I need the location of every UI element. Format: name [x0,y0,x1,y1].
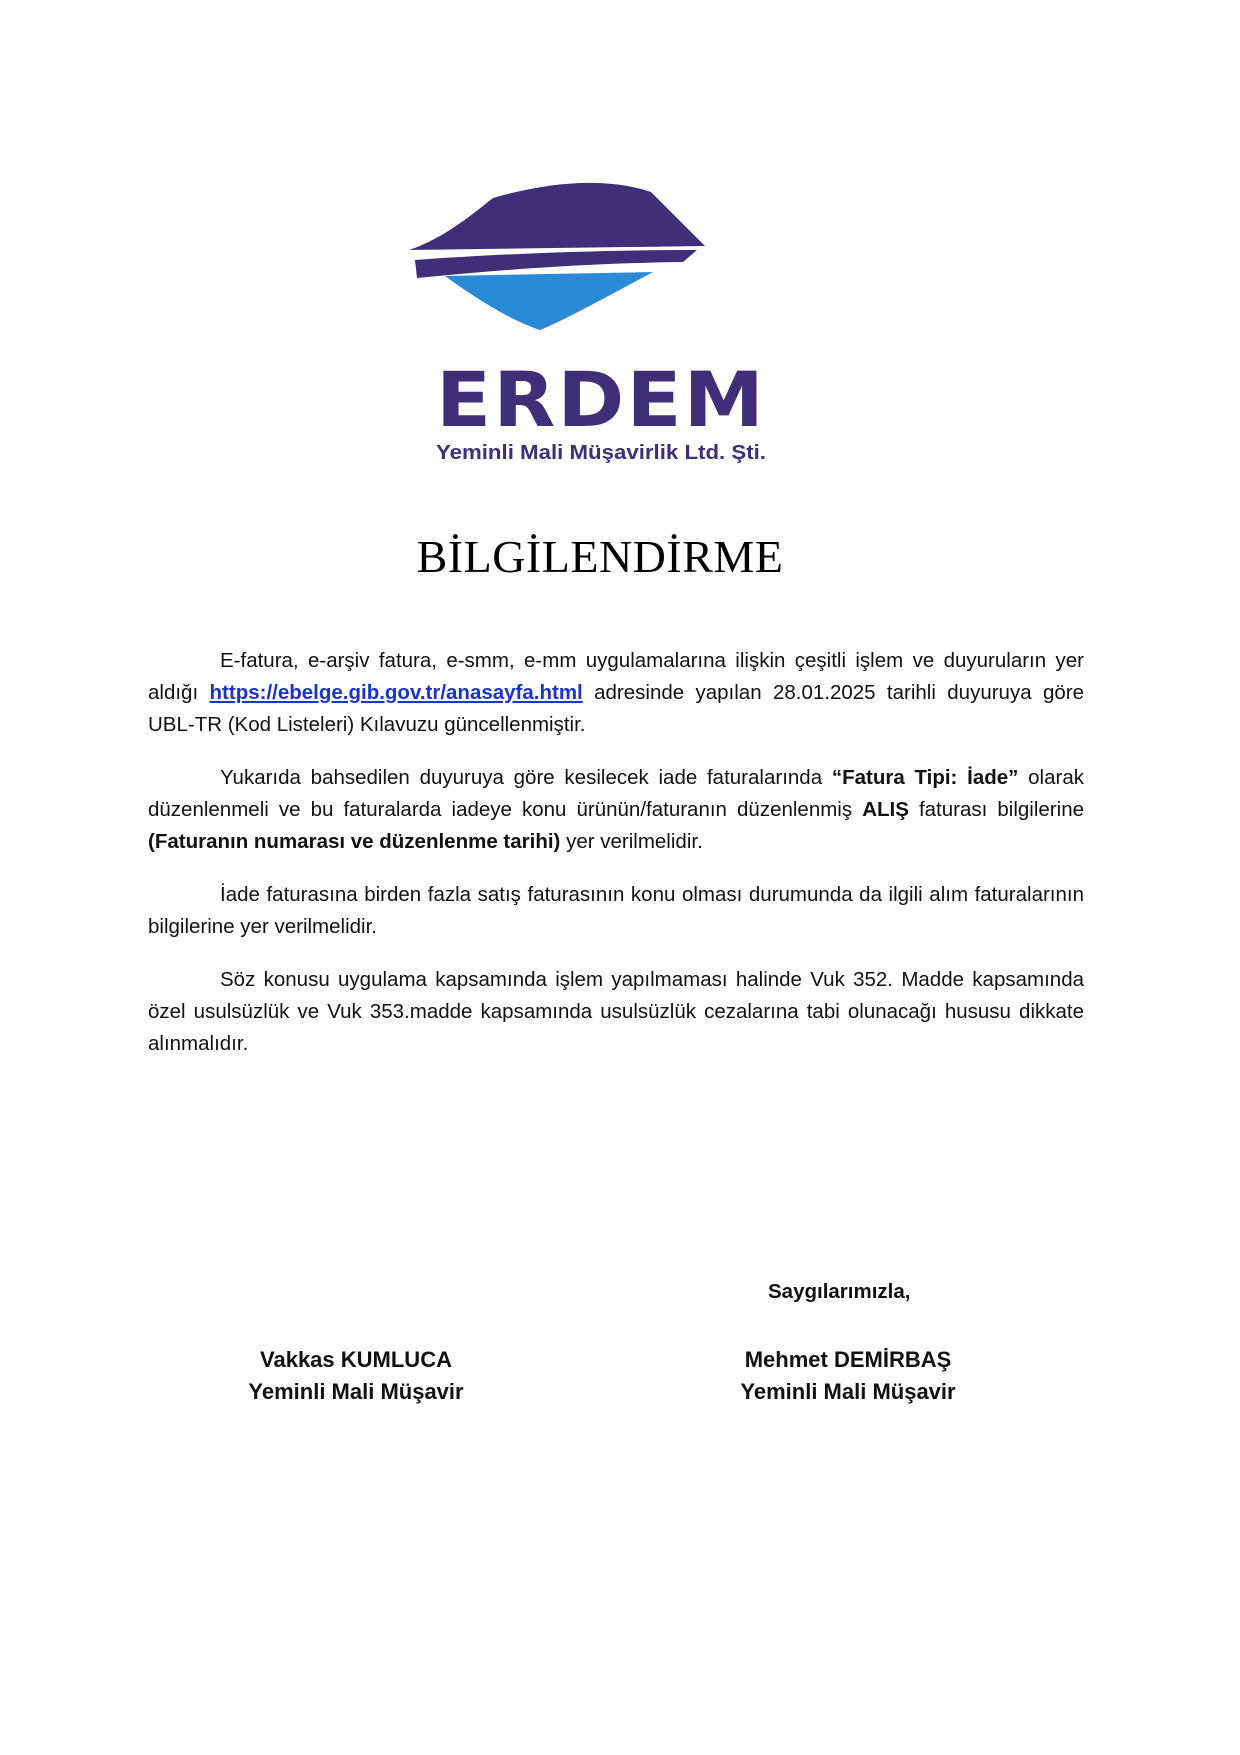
paragraph-3: İade faturasına birden fazla satış faturasının konu olması durumunda da ilgili alım faturalarının bilgilerine yer verilmelidir. [148,883,1084,938]
paragraph-4: Söz konusu uygulama kapsamında işlem yapılmaması halinde Vuk 352. Madde kapsamında özel usulsüzlük ve Vuk 353.madde kapsamında usulsüzlük cezalarına tabi olunacağı hususu dikkate alınmalıdır. [148,968,1084,1055]
signature-left [176,1344,536,1408]
paragraph-2-text-c: faturası bilgilerine [908,798,1084,821]
paragraph-2 [148,762,1084,858]
invoice-details-emphasis: (Faturanın numarası ve düzenlenme tarihi) [148,830,561,853]
signatory-role: Yeminli Mali Müşavir [740,1379,956,1404]
company-logo [405,180,800,480]
signatory-role: Yeminli Mali Müşavir [248,1379,464,1404]
invoice-type-emphasis: “Fatura Tipi: İade” [831,766,1019,789]
paragraph-1-text-a: E-fatura, e-arşiv fatura, e-smm, e-mm uygulamalarına ilişkin çeşitli işlem ve duyuruların yer aldığı [148,649,1084,704]
paragraph-2-text-a: Yukarıda bahsedilen duyuruya göre kesilecek iade faturalarında [220,766,832,789]
paragraph-1 [148,645,1084,741]
document-title: BİLGİLENDİRME [416,531,784,582]
paragraph-2-text-d: yer verilmelidir. [560,830,703,853]
signatory-name: Vakkas KUMLUCA [260,1347,452,1372]
svg-text:ERDEM: ERDEM [436,355,766,444]
purchase-emphasis: ALIŞ [862,798,909,821]
signature-right [668,1344,1028,1408]
signatory-name: Mehmet DEMİRBAŞ [744,1347,952,1372]
closing-salutation: Saygılarımızla, [768,1280,911,1303]
paragraph-2-text-b: olarak düzenlenmeli ve bu faturalarda iadeye konu ürünün/faturanın düzenlenmiş [148,766,1084,821]
svg-text:Yeminli Mali Müşavirlik Ltd. Ş: Yeminli Mali Müşavirlik Ltd. Şti. [436,442,766,464]
paragraph-1-text-b: adresinde yapılan 28.01.2025 tarihli duyuruya göre UBL-TR (Kod Listeleri) Kılavuzu güncellenmiştir. [148,681,1084,736]
ebelge-link[interactable]: https://ebelge.gib.gov.tr/anasayfa.html [209,681,583,704]
document-body [148,645,1084,1081]
